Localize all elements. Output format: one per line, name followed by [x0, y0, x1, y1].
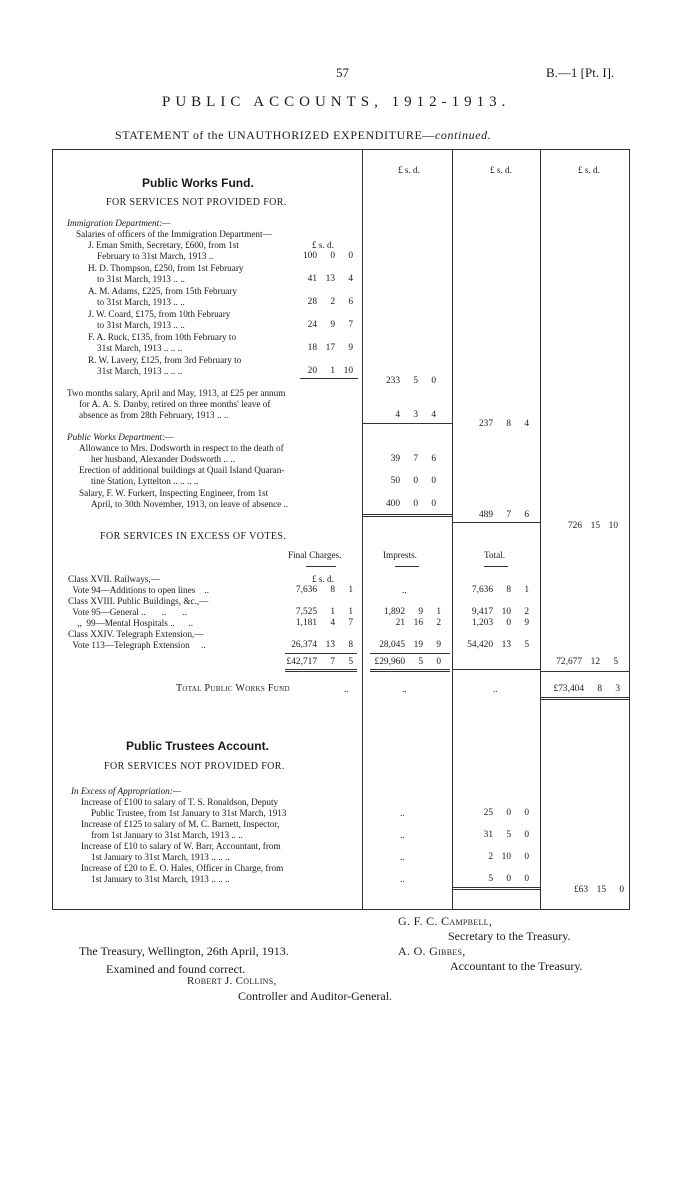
- item-amount: 2 10 0: [488, 852, 529, 862]
- excess-grand-rule: [452, 669, 540, 670]
- danby-amount: 4 3 4: [395, 410, 436, 420]
- excess-total-rule: [285, 653, 357, 654]
- excess-grand-rule: [370, 669, 450, 670]
- col-rule-1: [362, 149, 363, 909]
- imprest-amount: 28,045 19 9: [379, 640, 441, 650]
- col-head-rule: [306, 566, 336, 567]
- excess-grand-rule: [285, 671, 357, 672]
- page-title: PUBLIC ACCOUNTS, 1912-1913.: [162, 94, 511, 110]
- table-top-rule: [52, 149, 630, 150]
- signatory-name: G. F. C. Campbell,: [398, 914, 493, 928]
- danby-line: for A. A. S. Danby, retired on three months' leave of: [79, 399, 271, 409]
- item-amount: 400 0 0: [385, 499, 436, 509]
- row-label: Vote 113—Telegraph Extension ..: [68, 640, 206, 650]
- immigration-sub-header: £ s. d.: [312, 240, 334, 250]
- immigration-total-rule: [362, 423, 452, 424]
- item-line: February to 31st March, 1913 ..: [97, 251, 214, 261]
- pta-total-rule: [452, 887, 540, 888]
- pwf-total-label: Total Public Works Fund: [176, 683, 290, 694]
- page-number: 57: [336, 65, 349, 80]
- item-line: H. D. Thompson, £250, from 1st February: [88, 263, 244, 273]
- pta-not-provided-heading: FOR SERVICES NOT PROVIDED FOR.: [104, 761, 285, 772]
- public-works-total-rule: [362, 516, 452, 517]
- item-line: J. W. Coard, £175, from 10th February: [88, 309, 231, 319]
- total-amount: 7,636 8 1: [471, 585, 529, 595]
- immigration-subtotal: 233 5 0: [385, 376, 436, 386]
- page-reference: B.—1 [Pt. I].: [546, 65, 615, 80]
- row-label: ,, 99—Mental Hospitals .. ..: [68, 618, 194, 628]
- item-line: Increase of £100 to salary of T. S. Ronaldson, Deputy: [81, 797, 279, 807]
- danby-line: Two months salary, April and May, 1913, at £25 per annum: [67, 388, 286, 398]
- item-line: Increase of £125 to salary of M. C. Barnett, Inspector,: [81, 819, 280, 829]
- pwf-total-rule: [540, 671, 629, 672]
- row-label: Class XVII. Railways,—: [68, 574, 160, 584]
- item-line: J. Eman Smith, Secretary, £600, from 1st: [88, 240, 239, 250]
- pwf-total-under-rule: [540, 699, 629, 700]
- item-dots: ..: [400, 874, 405, 884]
- item-line: from 1st January to 31st March, 1913 .. ..: [91, 830, 243, 840]
- item-line: A. M. Adams, £225, from 15th February: [88, 286, 238, 296]
- imprest-amount: 1,892 9 1: [383, 607, 441, 617]
- total-amount: 54,420 13 5: [467, 640, 529, 650]
- item-dots: ..: [400, 808, 405, 818]
- item-line: Salary, F. W. Furkert, Inspecting Engineer, from 1st: [79, 488, 269, 498]
- danby-line: absence as from 28th February, 1913 .. ..: [79, 410, 229, 420]
- signatory-title: Controller and Auditor-General.: [238, 989, 393, 1003]
- item-amount: 24 9 7: [307, 320, 353, 330]
- excess-col-total: Total.: [484, 550, 506, 560]
- item-amount: 50 0 0: [390, 476, 436, 486]
- signatory-name: A. O. Gibbes,: [398, 944, 466, 958]
- item-amount: 39 7 6: [390, 454, 436, 464]
- col-header-2: £ s. d.: [490, 165, 512, 175]
- item-line: to 31st March, 1913 .. ..: [97, 274, 185, 284]
- final-amount: 1,181 4 7: [295, 618, 353, 628]
- col-header-3: £ s. d.: [578, 165, 600, 175]
- excess-sub-header: £ s. d.: [312, 574, 334, 584]
- excess-grand-total: 72,677 12 5: [556, 657, 618, 667]
- pwf-total-dots-col: ..: [493, 684, 498, 694]
- final-amount: 7,525 1 1: [295, 607, 353, 617]
- item-line: April, to 30th November, 1913, on leave of absence ..: [91, 499, 289, 509]
- excess-grand-rule: [370, 671, 450, 672]
- imprest-amount: ..: [402, 585, 407, 595]
- pwf-total-amount: £73,404 8 3: [553, 684, 620, 694]
- item-dots: ..: [400, 852, 405, 862]
- item-line: Public Trustee, from 1st January to 31st March, 1913: [91, 808, 287, 818]
- place-date: The Treasury, Wellington, 26th April, 1913.: [79, 944, 289, 958]
- statement-suffix: continued.: [435, 128, 492, 142]
- final-amount: 26,374 13 8: [291, 640, 353, 650]
- col-head-rule: [395, 566, 419, 567]
- pta-total: £63 15 0: [573, 885, 624, 895]
- pta-title: Public Trustees Account.: [126, 739, 269, 753]
- item-line: to 31st March, 1913 .. ..: [97, 297, 185, 307]
- pta-total-rule: [452, 889, 540, 890]
- row-label: Class XXIV. Telegraph Extension,—: [68, 629, 204, 639]
- table-left-rule: [52, 149, 53, 909]
- excess-grand-rule: [285, 669, 357, 670]
- signatory-title: Accountant to the Treasury.: [450, 959, 583, 973]
- item-amount: 20 1 10: [307, 366, 353, 376]
- pwf-total-under-rule: [540, 697, 629, 698]
- item-amount: 31 5 0: [483, 830, 529, 840]
- pwf-title: Public Works Fund.: [142, 176, 254, 190]
- item-line: to 31st March, 1913 .. ..: [97, 320, 185, 330]
- item-line: 31st March, 1913 .. .. ..: [97, 343, 183, 353]
- item-line: Allowance to Mrs. Dodsworth in respect to the death of: [79, 443, 284, 453]
- pwf-not-provided-heading: FOR SERVICES NOT PROVIDED FOR.: [106, 197, 287, 208]
- item-line: Increase of £10 to salary of W. Barr, Accountant, from: [81, 841, 281, 851]
- public-works-total: 489 7 6: [478, 510, 529, 520]
- not-provided-total-rule: [452, 522, 540, 523]
- item-line: Increase of £20 to E. O. Hales, Officer in Charge, from: [81, 863, 284, 873]
- signatory-name: Robert J. Collins,: [187, 975, 277, 987]
- imprest-amount: 21 16 2: [395, 618, 441, 628]
- row-label: Vote 94—Additions to open lines ..: [68, 585, 210, 595]
- excess-col-imprests: Imprests.: [383, 550, 417, 560]
- final-amount: 7,636 8 1: [295, 585, 353, 595]
- signatory-title: Secretary to the Treasury.: [448, 929, 571, 943]
- item-dots: ..: [400, 830, 405, 840]
- table-bottom-rule: [52, 909, 630, 910]
- table-right-rule: [629, 149, 630, 909]
- immigration-subtotal-rule: [300, 378, 358, 379]
- col-rule-3: [540, 149, 541, 909]
- public-works-heading: Public Works Department:—: [67, 432, 174, 442]
- final-charges-total: £42,717 7 5: [286, 657, 353, 667]
- item-line: 1st January to 31st March, 1913 .. .. ..: [91, 874, 230, 884]
- item-amount: 25 0 0: [483, 808, 529, 818]
- item-line: 31st March, 1913 .. .. ..: [97, 366, 183, 376]
- col-rule-2: [452, 149, 453, 909]
- excess-col-final: Final Charges.: [288, 550, 342, 560]
- item-line: tine Station, Lyttelton .. .. .. ..: [91, 476, 199, 486]
- item-line: F. A. Ruck, £135, from 10th February to: [88, 332, 237, 342]
- item-amount: 41 13 4: [307, 274, 353, 284]
- item-line: 1st January to 31st March, 1913 .. .. ..: [91, 852, 230, 862]
- total-amount: 1,203 0 9: [471, 618, 529, 628]
- total-amount: 9,417 10 2: [471, 607, 529, 617]
- not-provided-total: 726 15 10: [567, 521, 618, 531]
- col-header-1: £ s. d.: [398, 165, 420, 175]
- pwf-total-dots-col: ..: [402, 684, 407, 694]
- item-amount: 5 0 0: [488, 874, 529, 884]
- row-label: Vote 95—General .. .. ..: [68, 607, 188, 617]
- excess-total-rule: [370, 653, 450, 654]
- pta-heading: In Excess of Appropriation:—: [71, 786, 181, 796]
- immigration-total: 237 8 4: [478, 419, 529, 429]
- immigration-intro: Salaries of officers of the Immigration Department—: [76, 229, 272, 239]
- item-line: Erection of additional buildings at Quail Island Quaran-: [79, 465, 285, 475]
- row-label: Class XVIII. Public Buildings, &c.,—: [68, 596, 209, 606]
- statement-title: [115, 128, 491, 143]
- statement-prefix: STATEMENT of the UNAUTHORIZED EXPENDITURE—: [115, 128, 435, 142]
- col-head-rule: [484, 566, 508, 567]
- examined-note: Examined and found correct.: [106, 962, 246, 976]
- item-line: R. W. Lavery, £125, from 3rd February to: [88, 355, 242, 365]
- imprests-total: £29,960 5 0: [374, 657, 441, 667]
- public-works-total-rule: [362, 514, 452, 515]
- item-line: her husband, Alexander Dodsworth .. ..: [91, 454, 235, 464]
- pwf-total-dots: ..: [344, 684, 349, 694]
- excess-heading: FOR SERVICES IN EXCESS OF VOTES.: [100, 531, 287, 542]
- item-amount: 100 0 0: [302, 251, 353, 261]
- item-amount: 28 2 6: [307, 297, 353, 307]
- immigration-heading: Immigration Department:—: [67, 218, 171, 228]
- item-amount: 18 17 9: [307, 343, 353, 353]
